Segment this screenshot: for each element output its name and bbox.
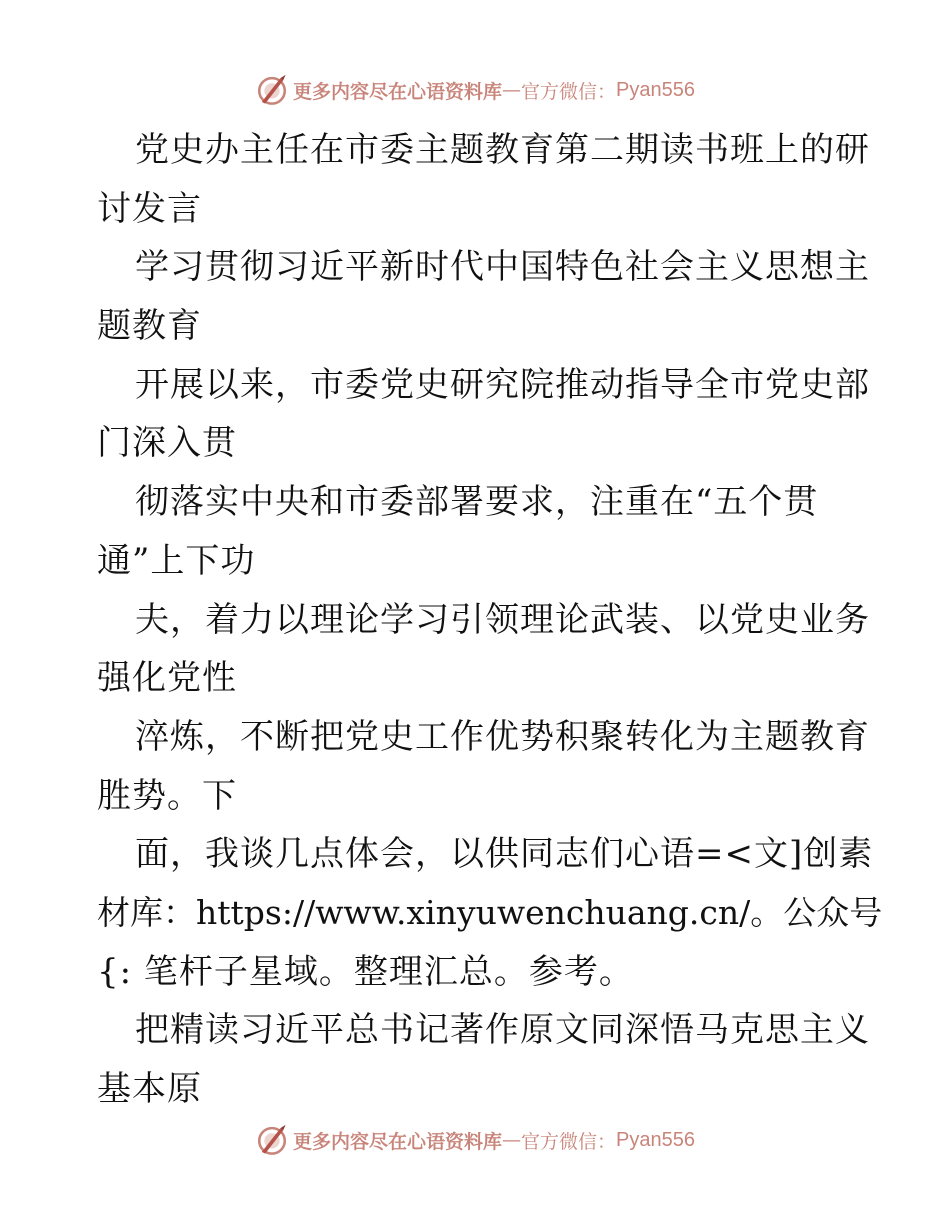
text-line: 开展以来，市委党史研究院推动指导全市党史部: [135, 364, 870, 405]
text-line: 材库：https://www.xinyuwenchuang.cn/。公众号: [97, 892, 883, 932]
text-line: 把精读习近平总书记著作原文同深悟马克思主义: [135, 1010, 870, 1051]
text-line: {: 笔杆子星域。整理汇总。参考。: [97, 951, 634, 992]
quill-circle-logo-icon: [255, 73, 289, 107]
text-line: 讨发言: [97, 188, 202, 229]
watermark-separator: —: [502, 1129, 522, 1151]
text-line: 通”上下功: [97, 540, 256, 581]
watermark-text: 更多内容尽在心语资料库: [293, 1130, 503, 1153]
text-line: 学习贯彻习近平新时代中国特色社会主义思想主: [135, 247, 870, 288]
watermark-wechat-label: 官方微信：: [521, 80, 617, 103]
text-line: 彻落实中央和市委部署要求，注重在“五个贯: [135, 482, 819, 523]
text-line: 胜势。下: [97, 775, 237, 816]
text-line: 面，我谈几点体会，以供同志们心语=<文]创素: [135, 834, 874, 875]
text-line: 党史办主任在市委主题教育第二期读书班上的研: [135, 130, 870, 170]
watermark-wechat-id: Pyan556: [616, 1128, 695, 1151]
text-line: 基本原: [97, 1069, 202, 1109]
text-line: 夫，着力以理论学习引领理论武装、以党史业务: [135, 599, 870, 640]
text-line: 题教育: [97, 306, 202, 347]
text-line: 淬炼，不断把党史工作优势积聚转化为主题教育: [135, 716, 870, 757]
text-line: 强化党性: [97, 658, 237, 699]
watermark-separator: —: [502, 79, 522, 101]
watermark-wechat-label: 官方微信：: [521, 1130, 617, 1153]
watermark-wechat-id: Pyan556: [616, 78, 695, 101]
footer-watermark: [0, 1122, 950, 1158]
quill-circle-logo-icon: [255, 1123, 289, 1157]
text-line: 门深入贯: [97, 423, 237, 464]
document-body: [97, 121, 883, 1119]
watermark-text: 更多内容尽在心语资料库: [293, 80, 503, 103]
header-watermark: [0, 72, 950, 108]
